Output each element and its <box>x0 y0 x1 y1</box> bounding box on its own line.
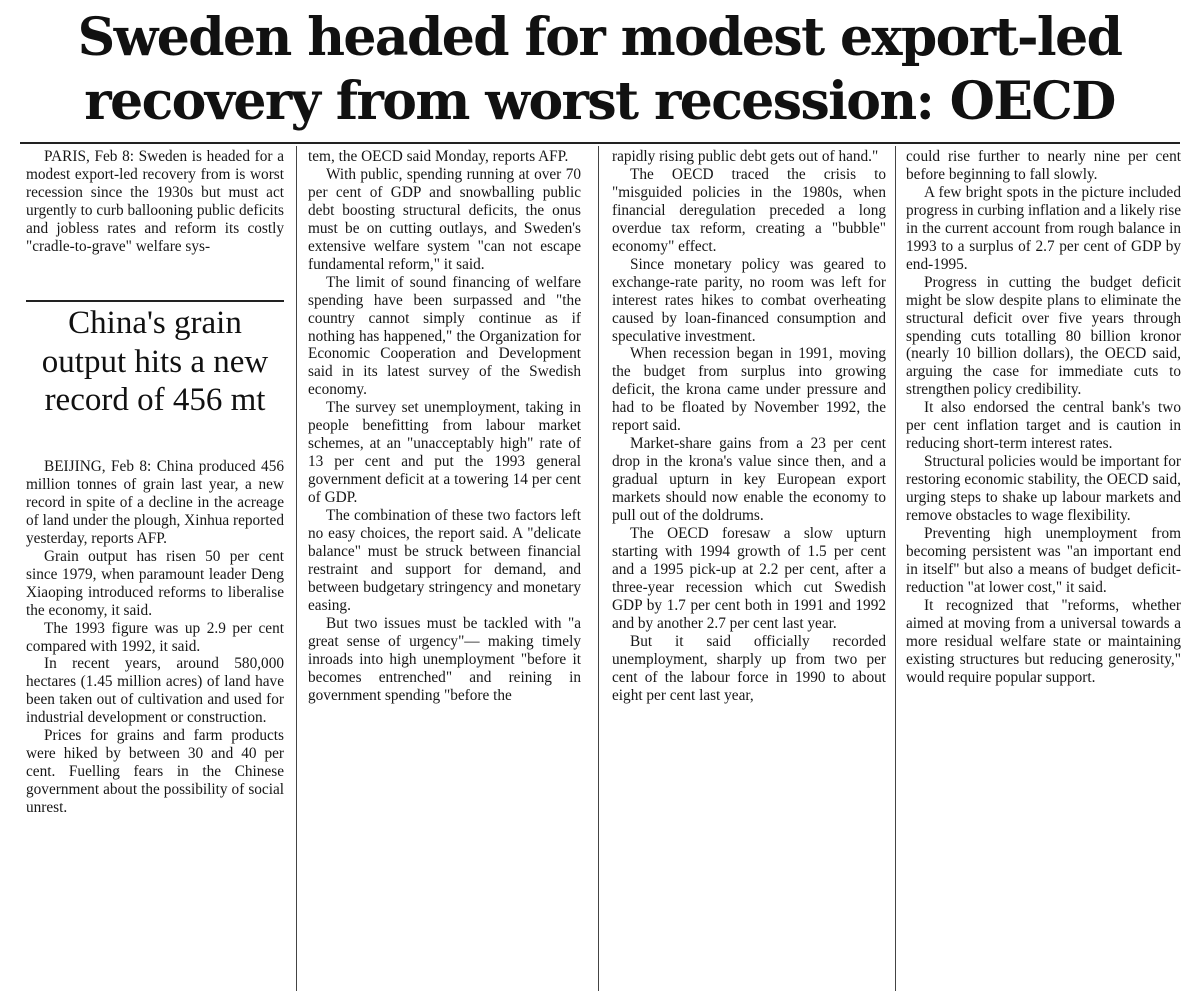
article-paragraph: tem, the OECD said Monday, reports AFP. <box>308 148 569 165</box>
article-paragraph: But it said officially recorded unemployment, sharply up from two per cent of the labour force in 1990 to about eight per cent last year, <box>612 632 886 704</box>
article-paragraph: BEIJING, Feb 8: China produced 456 million tonnes of grain last year, a new record in spite of a decline in the acreage of land under the plough, Xinhua reported yesterday, reports AFP. <box>26 458 284 547</box>
article-paragraph: But two issues must be tackled with "a great sense of urgency"— making timely inroads into high unemployment "before it becomes entrenched" and reining in government spending "before the <box>308 614 581 704</box>
sweden-article-column-3 <box>612 148 886 705</box>
headline-rule <box>20 142 1180 144</box>
article-paragraph: Progress in cutting the budget deficit might be slow despite plans to eliminate the structural deficit over five years through spending cuts totalling 80 billion kronor (nearly 10 billion dollars), the OECD said, arguing the case for immediate cuts to strengthen policy credibility. <box>906 273 1181 399</box>
article-paragraph: It recognized that "reforms, whether aimed at moving from a universal towards a more residual welfare state or maintaining existing structures but reducing generosity," would require popular support. <box>906 596 1181 686</box>
article-paragraph: Prices for grains and farm products were hiked by between 30 and 40 per cent. Fuelling fears in the Chinese government about the possibility of social unrest. <box>26 727 284 817</box>
article-paragraph: The limit of sound financing of welfare spending have been surpassed and "the country cannot simply continue as if nothing has happened," the Organization for Economic Cooperation and Development said in its latest survey of the Swedish economy. <box>308 273 581 399</box>
article-paragraph: Preventing high unemployment from becoming persistent was "an important end in itself" but also a means of budget deficit-reduction "at lower cost," it said. <box>906 525 1181 596</box>
article-paragraph: Since monetary policy was geared to exchange-rate parity, no room was left for interest rates hikes to combat overheating caused by loan-financed consumption and speculative investment. <box>612 255 886 345</box>
article-paragraph: The combination of these two factors left no easy choices, the report said. A "delicate balance" must be struck between financial restraint and support for demand, and between budgetary stringency and monetary easing. <box>308 507 581 614</box>
sweden-article-column-4 <box>906 148 1181 687</box>
china-article-headline: China's grain output hits a new record of 456 mt <box>41 305 269 418</box>
article-paragraph: Grain output has risen 50 per cent since 1979, when paramount leader Deng Xiaoping introduced reforms to liberalise the economy, it said. <box>26 547 284 619</box>
article-paragraph: rapidly rising public debt gets out of hand." <box>612 148 879 165</box>
article-paragraph: With public, spending running at over 70 per cent of GDP and snowballing public debt boosting structural deficits, the onus must be on cutting outlays, and Sweden's extensive welfare system "can not escape fundamental reform," it said. <box>308 165 581 273</box>
column-divider <box>296 146 297 991</box>
article-paragraph: When recession began in 1991, moving the budget from surplus into growing deficit, the krona came under pressure and had to be floated by November 1992, the report said. <box>612 345 886 435</box>
article-paragraph: Market-share gains from a 23 per cent drop in the krona's value since then, and a gradual upturn in key European export markets should now enable the economy to pull out of the doldrums. <box>612 435 886 525</box>
sweden-article-column-2 <box>308 148 581 705</box>
china-section-rule <box>26 300 284 302</box>
article-paragraph: A few bright spots in the picture included progress in curbing inflation and a likely rise in the current account from rough balance in 1993 to a surplus of 2.7 per cent of GDP by end-1995. <box>906 183 1181 273</box>
article-paragraph: Structural policies would be important for restoring economic stability, the OECD said, urging steps to shake up labour markets and remove obstacles to wage flexibility. <box>906 453 1182 525</box>
china-article-body <box>26 458 284 817</box>
article-paragraph: PARIS, Feb 8: Sweden is headed for a modest export-led recovery from is worst recession since the 1930s but must act urgently to curb ballooning public deficits and jobless rates and reform its costly "cradle-to-grave" welfare sys- <box>26 148 284 255</box>
article-paragraph: The survey set unemployment, taking in people benefitting from labour market schemes, at an "unacceptably high" rate of 13 per cent and put the 1993 general government deficit at a towering 14 per cent of GDP. <box>308 399 581 507</box>
article-paragraph: The OECD traced the crisis to "misguided policies in the 1980s, when financial deregulation preceded a long overdue tax reform, creating a "bubble" economy" effect. <box>612 165 886 255</box>
article-paragraph: could rise further to nearly nine per cent before beginning to fall slowly. <box>906 148 1181 183</box>
sweden-article-column-1 <box>26 148 284 256</box>
article-paragraph: The 1993 figure was up 2.9 per cent compared with 1992, it said. <box>26 619 284 655</box>
column-divider <box>895 146 896 991</box>
article-paragraph: The OECD foresaw a slow upturn starting with 1994 growth of 1.5 per cent and a 1995 pick-up at 2.2 per cent, after a three-year recession which cut Swedish GDP by 1.7 per cent both in 1991 and 1992 and by another 2.7 per cent last year. <box>612 525 886 632</box>
article-paragraph: In recent years, around 580,000 hectares (1.45 million acres) of land have been taken out of cultivation and used for industrial development or construction. <box>26 655 284 727</box>
column-divider <box>598 146 599 991</box>
article-paragraph: It also endorsed the central bank's two per cent inflation target and is caution in reducing short-term interest rates. <box>906 399 1181 453</box>
main-headline: Sweden headed for modest export-led recovery from worst recession: OECD <box>77 7 1122 132</box>
